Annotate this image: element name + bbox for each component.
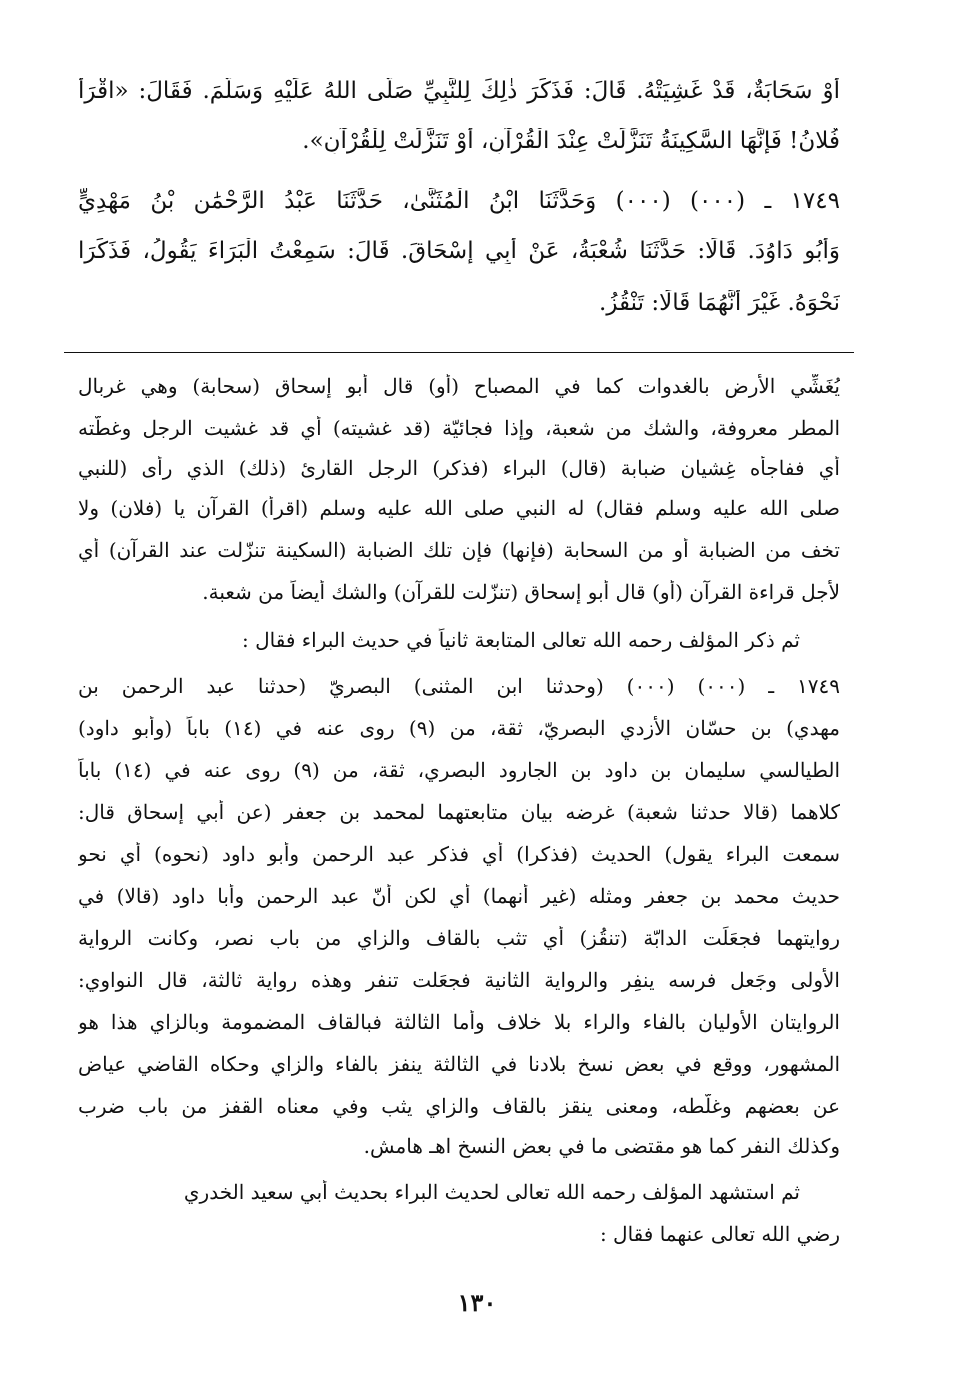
commentary-line: عن بعضهم وغلّطه، ومعنى ينقز بالقاف والزاي يثب وفي معناه القفز من باب ضرب (78, 1094, 840, 1118)
commentary-line: ثم ذكر المؤلف رحمه الله تعالى المتابعة ثانياً في حديث البراء فقال : (242, 628, 800, 652)
commentary-line: أي ففاجأه غِشيان ضبابة (قال) البراء (فذكر) الرجل القارئ (ذلك) الذي رأى (للنبي (78, 456, 840, 480)
page-number: ١٣٠ (457, 1288, 497, 1317)
commentary-line: تخف من الضبابة أو من السحابة (فإنها) فإن تلك الضبابة (السكينة تنزّلت عند القرآن) أي (78, 538, 840, 562)
commentary-line: الروايتان الأوليان بالفاء والراء بلا خلاف وأما الثالثة فبالقاف المضمومة وبالزاي هذا هو (78, 1010, 840, 1034)
commentary-line: وكذلك النفر كما هو مقتضى ما في بعض النسخ اهـ هامش. (363, 1134, 840, 1158)
hadith-line: ١٧٤٩ ـ (٠٠٠) (٠٠٠) وَحَدَّثَنَا ابْنُ الْمُثَنَّىٰ، حَدَّثَنَا عَبْدُ الرَّحْمَٰنِ بْنُ مَهْدِيٍّ (78, 188, 840, 214)
hadith-line: نَحْوَهُ. غَيْرَ أَنَّهُمَا قَالَا: تَنْقُزُ. (599, 290, 840, 316)
commentary-line: كلاهما (قالا حدثنا شعبة) غرضه بيان متابعتهما لمحمد بن جعفر (عن أبي إسحاق قال: (78, 800, 840, 824)
commentary-line: سمعت البراء يقول) الحديث (فذكرا) أي فذكر عبد الرحمن وأبو داود (نحوه) أي نحو (78, 842, 840, 866)
commentary-line: الطيالسي سليمان بن داود بن الجارود البصري، ثقة، من (٩) روى عنه في (١٤) باباً (78, 758, 840, 782)
commentary-line: المشهور، ووقع في بعض نسخ بلادنا في الثالثة ينفز بالفاء والزاي وحكاه القاضي عياض (78, 1052, 840, 1076)
commentary-line: رضي الله تعالى عنهما فقال : (599, 1222, 840, 1246)
footnote-divider (64, 352, 854, 353)
commentary-line: ١٧٤٩ ـ (٠٠٠) (٠٠٠) (وحدثنا ابن المثنى) البصريّ (حدثنا عبد الرحمن بن (78, 674, 840, 698)
commentary-line: حديث محمد بن جعفر ومثله (غير أنهما) أي لكن أنّ عبد الرحمن وأبا داود (قالا) في (78, 884, 840, 908)
commentary-line: ثم استشهد المؤلف رحمه الله تعالى لحديث البراء بحديث أبي سعيد الخدري (183, 1180, 800, 1204)
commentary-line: الأولى وجَعل فرسه ينفِر والرواية الثانية فجعَلت تنفر وهذه رواية ثالثة، قال النواوي: (78, 968, 840, 992)
commentary-line: المطر معروفة، والشك من شعبة، وإذا فجائيّة (قد غشيته) أي قد غشيت الرجل وغطّته (78, 416, 840, 440)
commentary-line: يُغَشِّي الأرض بالغدوات كما في المصباح (أو) قال أبو إسحاق (سحابة) وهي غربال (78, 374, 840, 398)
commentary-line: صلى الله عليه وسلم فقال) له النبي صلى الله عليه وسلم (اقرأ) القرآن يا (فلان) ولا (78, 496, 840, 520)
hadith-line: فُلانُ! فَإِنَّهَا السَّكِينَةُ تَنَزَّلَتْ عِنْدَ الْقُرْآنِ، أَوْ تَنَزَّلَتْ لِلْقُرْآنِ». (302, 128, 840, 154)
hadith-line: أَوْ سَحَابَةٌ، قَدْ غَشِيَتْهُ. قَالَ: فَذَكَرَ ذٰلِكَ لِلنَّبِيِّ صَلَّى اللهُ عَلَيْهِ وَسَلَّمَ. فَقَالَ: «اقْرَأْ (78, 78, 840, 104)
hadith-line: وَأَبُو دَاوُدَ. قَالَا: حَدَّثَنَا شُعْبَةُ، عَنْ أَبِي إِسْحَاقَ. قَالَ: سَمِعْتُ الْبَرَاءَ يَقُولُ، فَذَكَرَا (78, 238, 840, 264)
commentary-line: روايتهما فجعَلَت الدابّة (تنقُز) أي تثب بالقاف والزاي من باب نصر، وكانت الرواية (78, 926, 840, 950)
commentary-line: مهدي) بن حسّان الأزدي البصريّ، ثقة، من (٩) روى عنه في (١٤) باباً (وأبو داود) (78, 716, 840, 740)
commentary-line: لأجل قراءة القرآن (أو) قال أبو إسحاق (تنزّلت للقرآن) والشك أيضاً من شعبة. (202, 580, 840, 604)
